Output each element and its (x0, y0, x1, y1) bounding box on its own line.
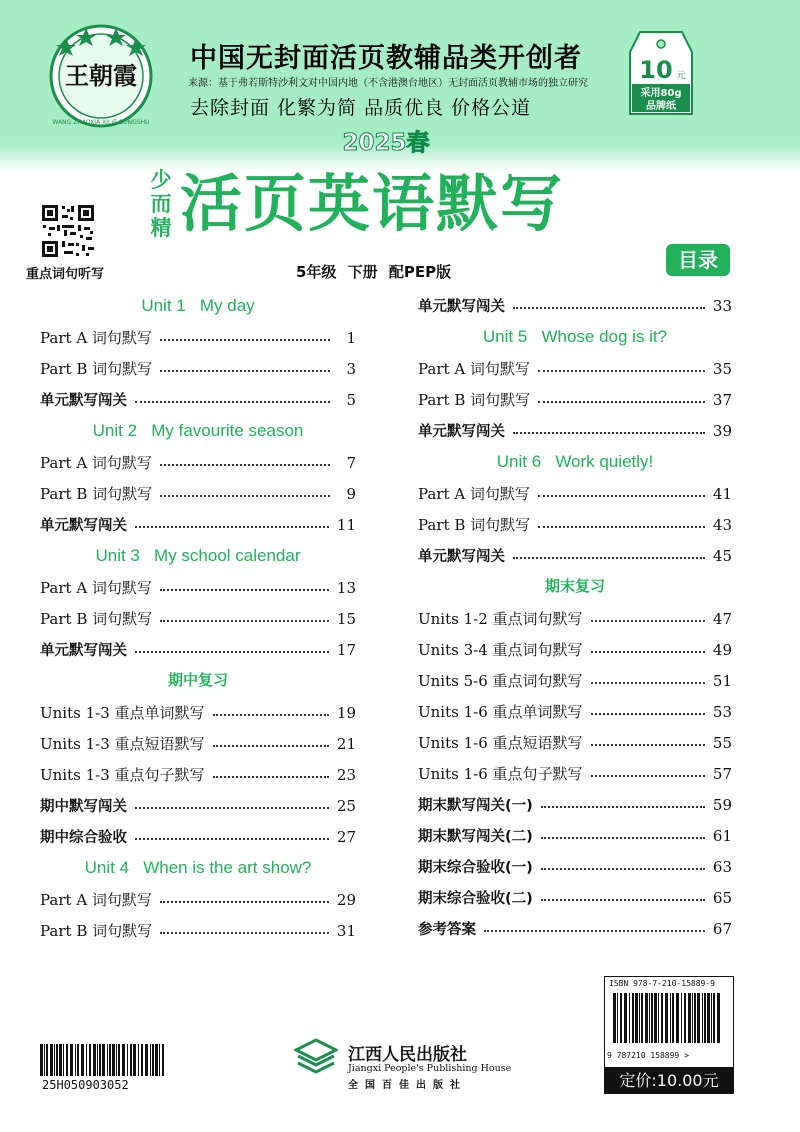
toc-entry[interactable] (418, 882, 732, 913)
toc-entry-page: 55 (712, 733, 732, 752)
toc-entry[interactable] (40, 884, 356, 915)
toc-entry-label: 单元默写闯关 (40, 393, 127, 409)
barcode-bar (162, 1044, 164, 1076)
barcode-bar (63, 1044, 64, 1076)
barcode-bar (116, 1044, 117, 1076)
toc-entry[interactable] (40, 384, 356, 415)
section-title: Unit 2 My favourite season (92, 421, 304, 440)
toc-entry[interactable] (40, 572, 356, 603)
toc-entry-label: Part A 词句默写 (418, 485, 530, 503)
dot-leader (160, 339, 330, 341)
dot-leader (541, 837, 705, 839)
toc-entry-label: 期中默写闯关 (40, 799, 127, 815)
toc-entry[interactable] (418, 789, 732, 820)
toc-entry[interactable] (40, 509, 356, 540)
toc-entry-label: Part A 词句默写 (40, 579, 152, 597)
barcode-bar (107, 1044, 108, 1076)
barcode-bar (145, 1044, 148, 1076)
barcode-code: 25H050903052 (42, 1078, 129, 1092)
barcode-bar (56, 1044, 58, 1076)
dot-leader (160, 620, 329, 622)
toc-entry-page: 59 (712, 795, 732, 814)
dot-leader (213, 745, 329, 747)
toc-entry-label: 期中综合验收 (40, 830, 127, 846)
dot-leader (135, 838, 329, 840)
toc-entry-label: Part A 词句默写 (40, 454, 152, 472)
book-title: 活页英语默写 (180, 167, 565, 240)
barcode-bar (711, 993, 712, 1043)
dot-leader (213, 714, 329, 716)
dot-leader (160, 370, 330, 372)
isbn-number: ISBN 978-7-210-15889-9 (609, 979, 715, 988)
barcode-bar (676, 993, 679, 1043)
toc-entry-page: 49 (712, 640, 732, 659)
barcode-bar (665, 993, 668, 1043)
barcode-bar (127, 1044, 128, 1076)
dot-leader (538, 526, 705, 528)
dot-leader (135, 401, 330, 403)
barcode-bar (661, 993, 663, 1043)
toc-entry[interactable] (40, 603, 356, 634)
toc-entry[interactable] (418, 540, 732, 571)
toc-entry[interactable] (40, 447, 356, 478)
toc-entry-page: 1 (346, 328, 356, 347)
slogan-main: 中国无封面活页教辅品类开创者 (190, 43, 582, 74)
dot-leader (541, 868, 705, 870)
barcode-bar (713, 993, 715, 1043)
barcode-bar (645, 993, 648, 1043)
toc-entry[interactable] (418, 851, 732, 882)
brand-logo (36, 20, 166, 132)
barcode-bar (155, 1044, 158, 1076)
toc-entry-label: 参考答案 (418, 922, 476, 938)
brand-name: 王朝霞 (65, 61, 137, 90)
barcode-bar (159, 1044, 160, 1076)
barcode-bar (629, 993, 630, 1043)
publisher-logo (294, 1038, 338, 1078)
dot-leader (538, 495, 705, 497)
barcode-bar (81, 1044, 84, 1076)
toc-entry-label: Part B 词句默写 (40, 360, 153, 378)
toc-entry-page: 35 (712, 359, 732, 378)
dot-leader (135, 526, 329, 528)
dot-leader (513, 432, 705, 434)
barcode-bar (112, 1044, 115, 1076)
barcode-bar (694, 993, 696, 1043)
toc-entry-page: 37 (712, 390, 732, 409)
dot-leader (591, 775, 705, 777)
toc-entry[interactable] (418, 603, 732, 634)
toc-entry-label: Part B 词句默写 (418, 516, 531, 534)
publisher-name-cn: 江西人民出版社 (348, 1045, 467, 1065)
dot-leader (135, 651, 329, 653)
toc-right-column (418, 290, 732, 944)
toc-entry-label: Part A 词句默写 (40, 891, 152, 909)
barcode-bar (70, 1044, 73, 1076)
toc-entry[interactable] (418, 353, 732, 384)
toc-entry[interactable] (40, 790, 356, 821)
dot-leader (484, 930, 705, 932)
barcode-bar (697, 993, 700, 1043)
barcode-bar (141, 1044, 143, 1076)
barcode-bar (59, 1044, 62, 1076)
toc-entry[interactable] (418, 696, 732, 727)
section-title: Unit 3 My school calendar (95, 546, 301, 565)
section-title: Unit 6 Work quietly! (496, 452, 654, 471)
barcode-bar (651, 993, 653, 1043)
toc-entry-label: 单元默写闯关 (418, 549, 505, 565)
barcode-bar (613, 993, 616, 1043)
toc-entry[interactable] (40, 697, 356, 728)
toc-entry[interactable] (40, 353, 356, 384)
section-title: Unit 5 Whose dog is it? (482, 327, 668, 346)
edition-year: 2025春 (342, 130, 430, 156)
toc-entry-page: 25 (336, 796, 356, 815)
publisher-honor: 全国百佳出版社 (348, 1080, 467, 1091)
toc-entry-label: Part A 词句默写 (418, 360, 530, 378)
dot-leader (160, 464, 330, 466)
price-tag-note2: 品牌纸 (646, 101, 676, 112)
barcode-bar (152, 1044, 154, 1076)
toc-entry-page: 21 (336, 734, 356, 753)
toc-entry[interactable] (40, 634, 356, 665)
toc-entry[interactable] (40, 915, 356, 946)
barcode-bar (50, 1044, 53, 1076)
toc-entry-label: Part A 词句默写 (40, 329, 152, 347)
toc-entry[interactable] (418, 727, 732, 758)
isbn-barcode (613, 993, 721, 1043)
toc-entry-page: 19 (336, 703, 356, 722)
toc-entry-label: 期末综合验收(一) (418, 860, 533, 876)
toc-entry[interactable] (418, 913, 732, 944)
section-title: 期末复习 (544, 578, 605, 595)
price-tag-note1: 采用80g (640, 88, 682, 99)
dot-leader (591, 651, 705, 653)
toc-entry-label: Part B 词句默写 (40, 610, 153, 628)
toc-entry[interactable] (418, 384, 732, 415)
slogan-sub: 去除封面 化繁为简 品质优良 价格公道 (190, 97, 532, 119)
toc-badge: 目录 (666, 244, 730, 276)
barcode-bar (658, 993, 659, 1043)
slogan-source: 来源：基于弗若斯特沙利文对中国内地（不含港澳台地区）无封面活页教辅市场的独立研究 (188, 78, 588, 89)
toc-entry-label: 期末默写闯关(一) (418, 798, 533, 814)
toc-entry[interactable] (40, 821, 356, 852)
toc-entry-label: Units 1-3 重点单词默写 (40, 704, 205, 722)
toc-entry-label: Units 1-3 重点短语默写 (40, 735, 205, 753)
toc-entry-label: Units 5-6 重点词句默写 (418, 672, 583, 690)
toc-entry-page: 31 (336, 921, 356, 940)
dot-leader (513, 557, 705, 559)
toc-entry-page: 47 (712, 609, 732, 628)
barcode-bar (624, 993, 627, 1043)
barcode-bar (66, 1044, 68, 1076)
toc-entry-page: 33 (712, 296, 732, 315)
barcode-bar (654, 993, 657, 1043)
toc-entry-page: 29 (336, 890, 356, 909)
toc-entry-page: 51 (712, 671, 732, 690)
dot-leader (591, 744, 705, 746)
toc-entry-page: 53 (712, 702, 732, 721)
barcode-bar (40, 1044, 43, 1076)
barcode-bar (688, 993, 691, 1043)
toc-entry-page: 9 (346, 484, 356, 503)
barcode-bar (54, 1044, 55, 1076)
barcode-bar (97, 1044, 98, 1076)
toc-entry-label: Part B 词句默写 (40, 922, 153, 940)
barcode-bar (649, 993, 650, 1043)
toc-entry-page: 65 (712, 888, 732, 907)
toc-entry-page: 27 (336, 827, 356, 846)
barcode-bar (133, 1044, 136, 1076)
toc-entry-page: 23 (336, 765, 356, 784)
toc-entry-label: Units 1-3 重点句子默写 (40, 766, 205, 784)
isbn-box (604, 976, 734, 1068)
price-tag (626, 22, 696, 122)
barcode-bar (46, 1044, 48, 1076)
toc-entry-label: 单元默写闯关 (418, 424, 505, 440)
barcode-bar (77, 1044, 79, 1076)
barcode-bar (99, 1044, 101, 1076)
barcode-bar (620, 993, 622, 1043)
toc-entry[interactable] (418, 290, 732, 321)
toc-entry-page: 39 (712, 421, 732, 440)
dot-leader (160, 932, 329, 934)
toc-entry-label: Units 1-6 重点句子默写 (418, 765, 583, 783)
dot-leader (135, 807, 329, 809)
barcode-bar (681, 993, 682, 1043)
barcode-bar (44, 1044, 45, 1076)
barcode-bar (75, 1044, 76, 1076)
qr-code[interactable] (40, 203, 96, 259)
toc-entry-label: 单元默写闯关 (418, 299, 505, 315)
price-tag-unit: 元 (676, 71, 686, 81)
dot-leader (513, 307, 705, 309)
toc-entry[interactable] (418, 665, 732, 696)
toc-entry-label: Units 1-2 重点词句默写 (418, 610, 583, 628)
barcode-bar (704, 993, 706, 1043)
barcode-bar (150, 1044, 151, 1076)
qr-label: 重点词句听写 (26, 267, 105, 282)
toc-entry[interactable] (418, 634, 732, 665)
toc-entry-label: 期末综合验收(二) (418, 891, 533, 907)
dot-leader (541, 806, 705, 808)
toc-entry-label: Units 1-6 重点短语默写 (418, 734, 583, 752)
section-title: 期中复习 (167, 672, 228, 689)
toc-entry[interactable] (40, 728, 356, 759)
barcode-bar (670, 993, 671, 1043)
toc-entry-page: 17 (336, 640, 356, 659)
section-title: Unit 4 When is the art show? (84, 858, 312, 877)
barcode-bar (635, 993, 638, 1043)
toc-entry[interactable] (418, 415, 732, 446)
barcode-bar (122, 1044, 125, 1076)
barcode-bar (632, 993, 634, 1043)
toc-entry-page: 45 (712, 546, 732, 565)
barcode-bar (138, 1044, 139, 1076)
barcode-bar (684, 993, 686, 1043)
barcode-bar (89, 1044, 91, 1076)
toc-entry-label: 单元默写闯关 (40, 643, 127, 659)
price-label: 定价:10.00元 (604, 1068, 734, 1094)
barcode (40, 1044, 165, 1076)
section-title: Unit 1 My day (141, 296, 255, 315)
toc-entry-label: Part B 词句默写 (418, 391, 531, 409)
toc-entry-page: 11 (336, 515, 356, 534)
toc-entry-label: Units 3-4 重点词句默写 (418, 641, 583, 659)
toc-entry-label: Units 1-6 重点单词默写 (418, 703, 583, 721)
dot-leader (160, 495, 330, 497)
brand-pinyin: WANG ZHAOXIA XILIE CONGSHU (52, 119, 150, 126)
barcode-bar (130, 1044, 132, 1076)
dot-leader (541, 899, 705, 901)
toc-entry[interactable] (418, 758, 732, 789)
dot-leader (538, 401, 705, 403)
barcode-bar (639, 993, 640, 1043)
toc-entry-label: 单元默写闯关 (40, 518, 127, 534)
toc-entry[interactable] (40, 478, 356, 509)
barcode-bar (641, 993, 643, 1043)
toc-entry-page: 3 (346, 359, 356, 378)
toc-entry-page: 63 (712, 857, 732, 876)
toc-entry-page: 15 (336, 609, 356, 628)
barcode-bar (118, 1044, 120, 1076)
barcode-bar (702, 993, 703, 1043)
dot-leader (591, 713, 705, 715)
toc-entry[interactable] (40, 322, 356, 353)
dot-leader (160, 901, 329, 903)
toc-entry-page: 13 (336, 578, 356, 597)
sub-brand: 少而精 (150, 168, 172, 240)
publisher-name-en: Jiangxi People's Publishing House (348, 1063, 512, 1074)
barcode-bar (109, 1044, 111, 1076)
toc-entry[interactable] (418, 509, 732, 540)
barcode-bar (86, 1044, 87, 1076)
toc-entry[interactable] (40, 759, 356, 790)
barcode-bar (93, 1044, 96, 1076)
toc-entry-page: 43 (712, 515, 732, 534)
barcode-bar (617, 993, 618, 1043)
dot-leader (160, 589, 329, 591)
barcode-bar (707, 993, 710, 1043)
toc-entry-label: Part B 词句默写 (40, 485, 153, 503)
barcode-bar (102, 1044, 105, 1076)
toc-entry-page: 7 (346, 453, 356, 472)
barcode-bar (717, 993, 720, 1043)
toc-entry[interactable] (418, 820, 732, 851)
toc-entry-page: 61 (712, 826, 732, 845)
toc-entry-label: 期末默写闯关(二) (418, 829, 533, 845)
dot-leader (591, 682, 705, 684)
toc-entry-page: 5 (346, 390, 356, 409)
barcode-bar (692, 993, 693, 1043)
dot-leader (591, 620, 705, 622)
dot-leader (213, 776, 329, 778)
dot-leader (538, 370, 705, 372)
toc-entry-page: 57 (712, 764, 732, 783)
toc-left-column (40, 290, 356, 946)
isbn-digits: 9 787210 158899 > (607, 1051, 689, 1060)
price-tag-value: 10 (639, 56, 673, 84)
toc-entry[interactable] (418, 478, 732, 509)
toc-entry-page: 67 (712, 919, 732, 938)
toc-entry-page: 41 (712, 484, 732, 503)
barcode-bar (672, 993, 674, 1043)
grade-info: 5年级 下册 配PEP版 (296, 263, 452, 281)
